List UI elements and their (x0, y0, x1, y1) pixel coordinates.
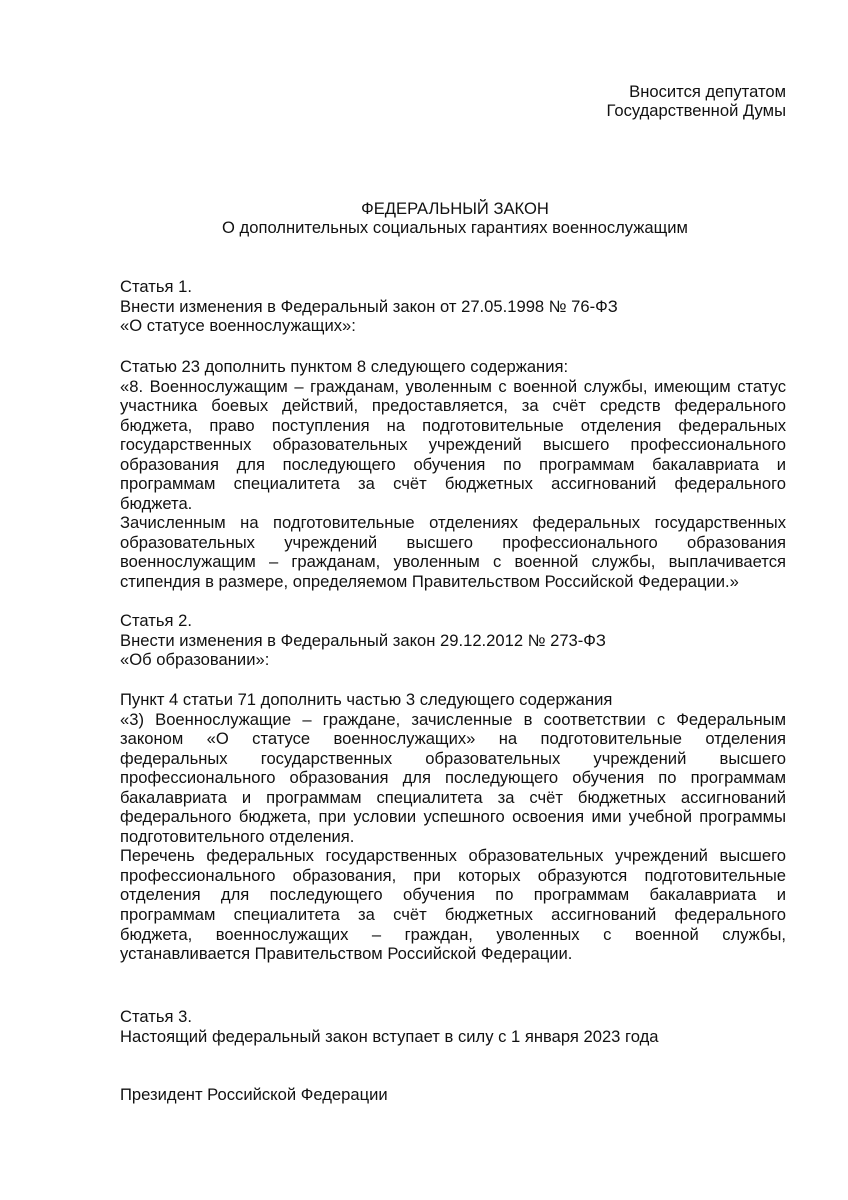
paragraph (120, 846, 786, 963)
paragraph (120, 611, 786, 631)
text-line: Зачисленным на подготовительные отделениях федеральных государственных (120, 513, 786, 533)
text-line: Пункт 4 статьи 71 дополнить частью 3 следующего содержания (120, 690, 613, 709)
article-1-header (120, 277, 786, 336)
text-line: профессионального образования, при которых образуются подготовительные (120, 865, 786, 885)
text-line: образования для последующего обучения по программам бакалавриата и (120, 454, 786, 474)
text-line: стипендия в размере, определяемом Правительством Российской Федерации.» (120, 572, 739, 592)
introduced-by-line: Государственной Думы (606, 101, 786, 120)
paragraph (120, 277, 786, 297)
text-line: «3) Военнослужащие – граждане, зачисленные в соответствии с Федеральным (120, 709, 786, 729)
text-line: Президент Российской Федерации (120, 1085, 388, 1104)
document-title (0, 199, 848, 237)
article-2-body (120, 690, 786, 964)
text-line: профессионального образования для последующего обучения по программам (120, 768, 786, 788)
text-line: бюджета, военнослужащих – граждан, уволенных с военной службы, (120, 924, 786, 944)
text-line: Статья 2. (120, 611, 192, 630)
text-line: участника боевых действий, предоставляется, за счёт средств федерального (120, 396, 786, 416)
text-line: «О статусе военнослужащих»: (120, 316, 356, 336)
text-line: программам специалитета за счёт бюджетных ассигнований федерального (120, 905, 786, 925)
paragraph (120, 1007, 786, 1027)
text-line: Перечень федеральных государственных образовательных учреждений высшего (120, 846, 786, 866)
text-line: Настоящий федеральный закон вступает в силу с 1 января 2023 года (120, 1026, 659, 1046)
paragraph (120, 1027, 786, 1047)
text-line: законом «О статусе военнослужащих» на подготовительные отделения (120, 729, 786, 749)
paragraph (120, 650, 786, 670)
text-line: Внести изменения в Федеральный закон 29.12.2012 № 273-ФЗ (120, 630, 606, 650)
text-line: Статья 3. (120, 1007, 192, 1026)
text-line: «Об образовании»: (120, 650, 270, 670)
text-line: «8. Военнослужащим – гражданам, уволенным с военной службы, имеющим статус (120, 376, 786, 396)
paragraph (120, 710, 786, 847)
text-line: бюджета. (120, 493, 193, 513)
text-line: Внести изменения в Федеральный закон от 27.05.1998 № 76-ФЗ (120, 296, 618, 316)
text-line: Статью 23 дополнить пунктом 8 следующего содержания: (120, 357, 569, 376)
article-1-body (120, 357, 786, 592)
paragraph (120, 513, 786, 591)
introduced-by-line: Вносится депутатом (629, 82, 786, 101)
paragraph (120, 357, 786, 377)
paragraph (120, 631, 786, 651)
text-line: федеральных государственных образовательных учреждений высшего (120, 748, 786, 768)
text-line: подготовительного отделения. (120, 826, 355, 846)
signature-president (120, 1085, 786, 1105)
paragraph (120, 316, 786, 336)
law-type: ФЕДЕРАЛЬНЫЙ ЗАКОН (361, 199, 549, 218)
law-name: О дополнительных социальных гарантиях военнослужащим (222, 218, 688, 237)
article-3 (120, 1007, 786, 1046)
text-line: программам специалитета за счёт бюджетных ассигнований федерального (120, 474, 786, 494)
text-line: образовательных учреждений высшего профессионального образования (120, 532, 786, 552)
paragraph (120, 377, 786, 514)
text-line: устанавливается Правительством Российской Федерации. (120, 944, 573, 964)
text-line: бакалавриата и программам специалитета за счёт бюджетных ассигнований (120, 787, 786, 807)
paragraph (120, 690, 786, 710)
paragraph (120, 297, 786, 317)
text-line: федерального бюджета, при условии успешного освоения ими учебной программы (120, 807, 786, 827)
paragraph (120, 1085, 786, 1105)
text-line: бюджета, право поступления на подготовительные отделения федеральных (120, 415, 786, 435)
article-2-header (120, 611, 786, 670)
text-line: Статья 1. (120, 277, 192, 296)
text-line: военнослужащим – гражданам, уволенным с военной службы, выплачивается (120, 552, 786, 572)
introduced-by (606, 82, 786, 120)
text-line: государственных образовательных учреждений высшего профессионального (120, 435, 786, 455)
text-line: отделения для последующего обучения по программам бакалавриата и (120, 885, 786, 905)
